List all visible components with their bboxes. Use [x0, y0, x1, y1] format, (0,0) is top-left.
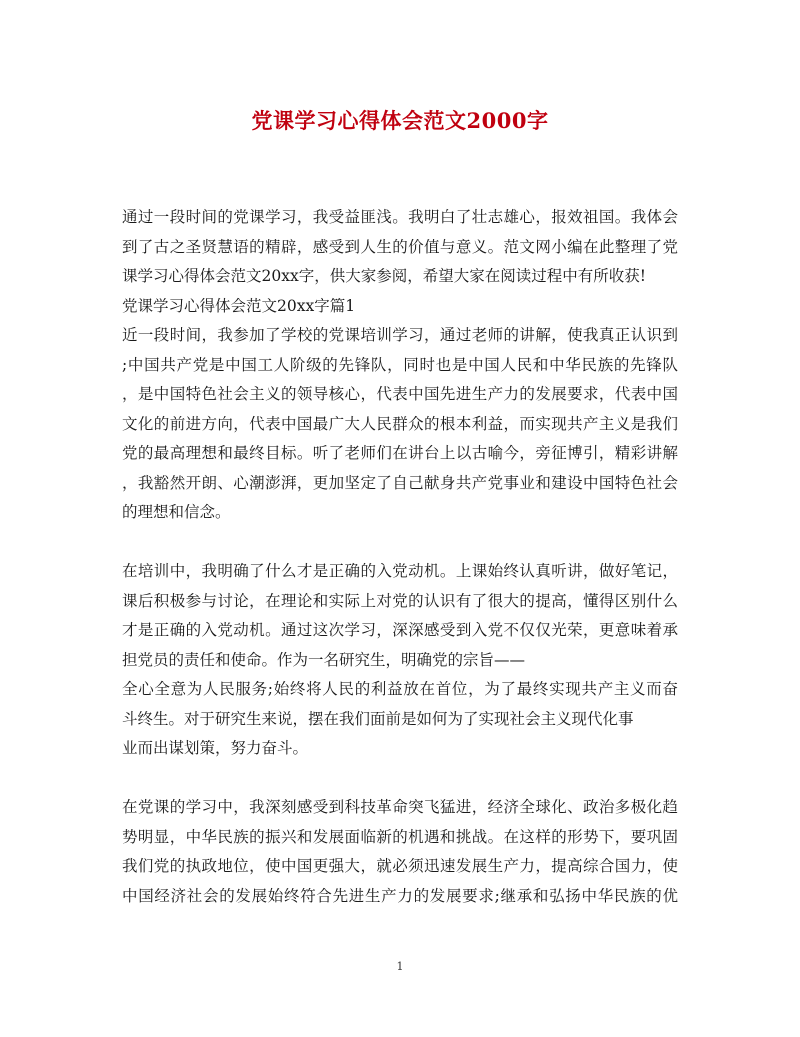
text-line: ;中国共产党是中国工人阶级的先锋队，同时也是中国人民和中华民族的先锋队	[122, 355, 678, 374]
text-line: 通过一段时间的党课学习，我受益匪浅。我明白了壮志雄心，报效祖国。我体会	[122, 208, 678, 226]
text-line: 在党课的学习中，我深刻感受到科技革命突飞猛进，经济全球化、政治多极化趋	[122, 798, 678, 816]
text-line: ，我豁然开朗、心潮澎湃，更加坚定了自己献身共产党事业和建设中国特色社会	[122, 473, 678, 492]
text-line: 担党员的责任和使命。作为一名研究生，明确党的宗旨——	[122, 650, 526, 669]
paragraph-gap	[122, 528, 678, 558]
text-line: 在培训中，我明确了什么才是正确的入党动机。上课始终认真听讲，做好笔记，	[122, 562, 678, 580]
text-line: 近一段时间，我参加了学校的党课培训学习，通过老师的讲解，使我真正认识到	[122, 326, 678, 344]
document-title: 党课学习心得体会范文2000字	[251, 108, 549, 133]
text-line: ，是中国特色社会主义的领导核心，代表中国先进生产力的发展要求，代表中国	[122, 385, 678, 403]
text-line: 到了古之圣贤慧语的精辟，感受到人生的价值与意义。范文网小编在此整理了党	[122, 237, 678, 256]
paragraph-gap	[122, 764, 678, 794]
text-line: 我们党的执政地位，使中国更强大，就必须迅速发展生产力，提高综合国力，使	[122, 857, 678, 875]
text-line: 课学习心得体会范文20xx字，供大家参阅，希望大家在阅读过程中有所收获!	[122, 267, 646, 285]
text-line: 的理想和信念。	[122, 503, 231, 521]
text-line: 斗终生。对于研究生来说，摆在我们面前是如何为了实现社会主义现代化事	[122, 709, 634, 728]
text-line: 中国经济社会的发展始终符合先进生产力的发展要求;继承和弘扬中华民族的优	[122, 886, 678, 905]
text-line: 全心全意为人民服务;始终将人民的利益放在首位，为了最终实现共产主义而奋	[122, 680, 678, 698]
text-line: 文化的前进方向，代表中国最广大人民群众的根本利益，而实现共产主义是我们	[122, 414, 678, 433]
text-line: 才是正确的入党动机。通过这次学习，深深感受到入党不仅仅光荣，更意味着承	[122, 621, 678, 639]
section-heading: 党课学习心得体会范文20xx字篇1	[122, 296, 356, 315]
document-body	[122, 203, 678, 911]
text-line: 业而出谋划策，努力奋斗。	[122, 739, 309, 757]
text-line: 势明显，中华民族的振兴和发展面临新的机遇和挑战。在这样的形势下，要巩固	[122, 827, 678, 846]
text-line: 课后积极参与讨论，在理论和实际上对党的认识有了很大的提高，懂得区别什么	[122, 591, 678, 610]
text-line: 党的最高理想和最终目标。听了老师们在讲台上以古喻今，旁征博引，精彩讲解	[122, 444, 678, 462]
page-number: 1	[396, 960, 404, 973]
